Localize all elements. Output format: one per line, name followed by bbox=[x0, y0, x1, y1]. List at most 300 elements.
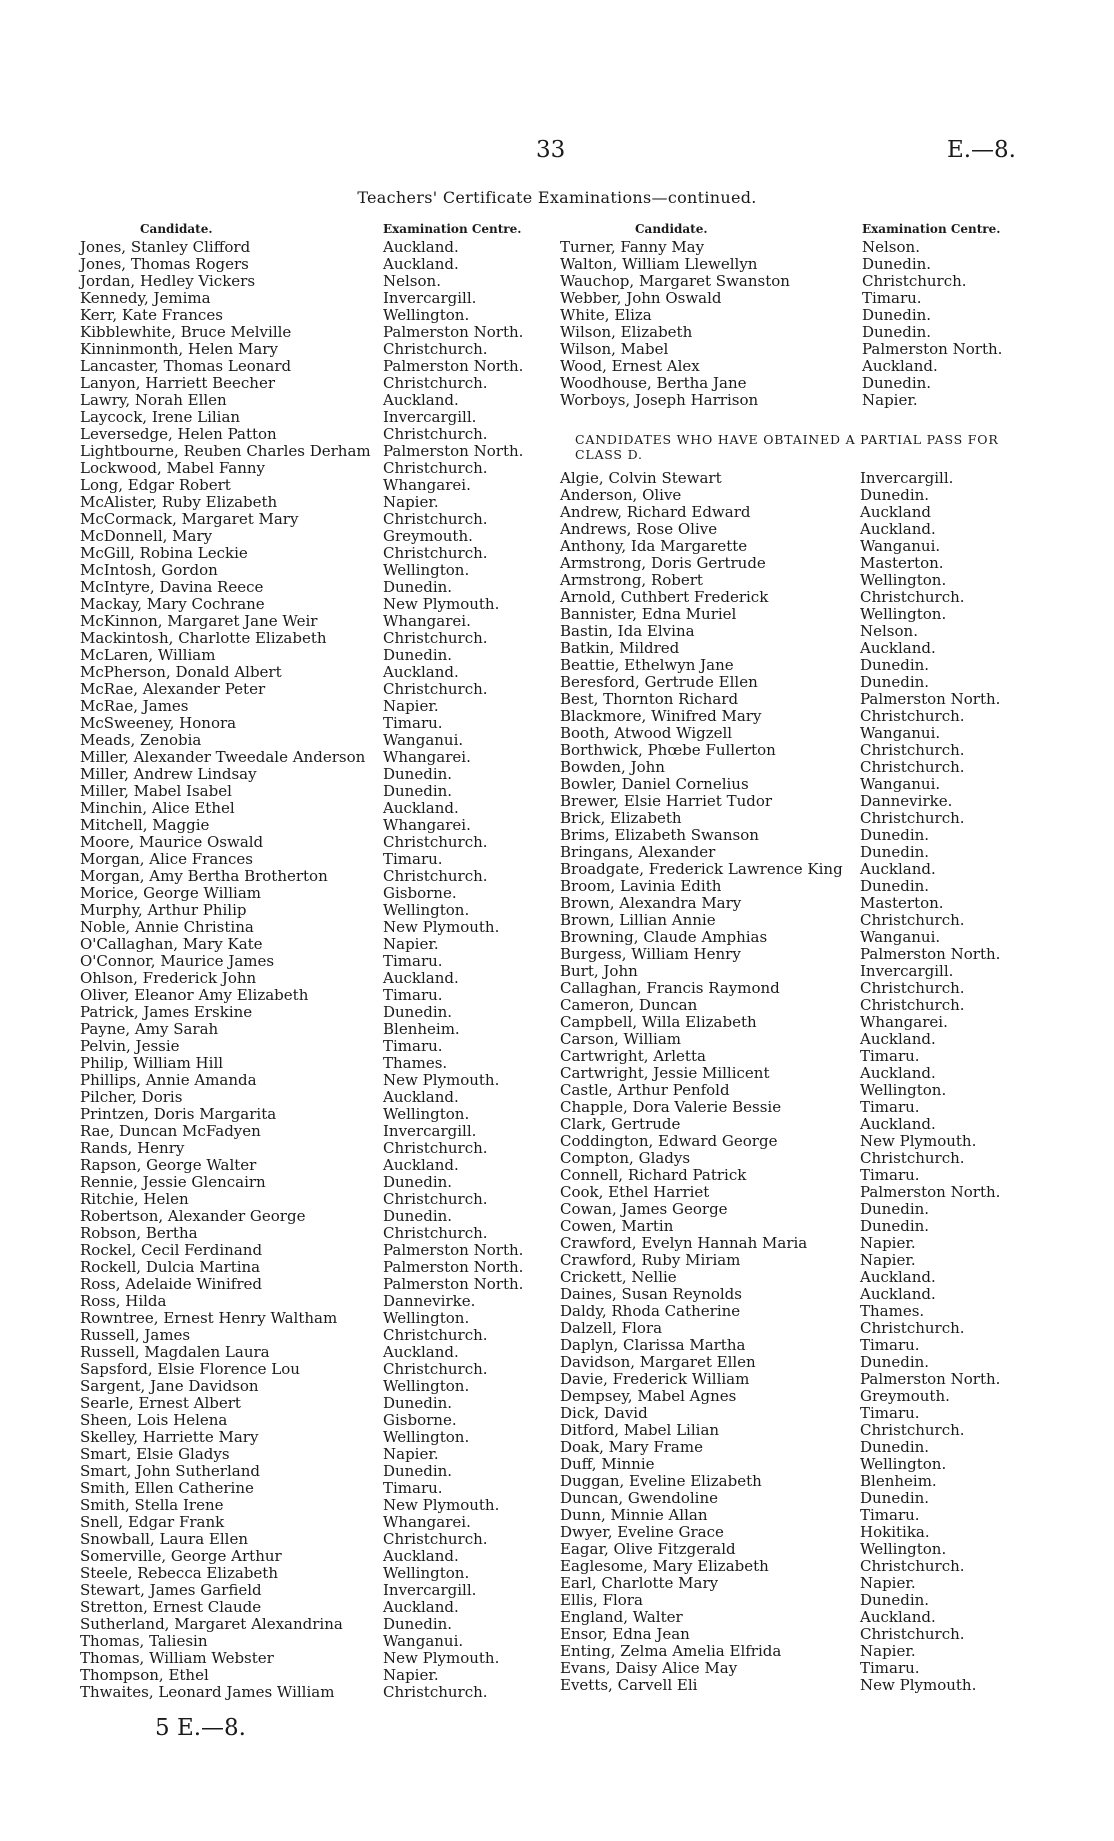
candidate-row bbox=[560, 1014, 1000, 1031]
examination-centre: Wanganui. bbox=[860, 537, 941, 555]
examination-centre: Dunedin. bbox=[383, 646, 453, 664]
examination-centre: Dunedin. bbox=[860, 1489, 930, 1507]
candidate-row bbox=[80, 528, 520, 545]
examination-centre: Auckland. bbox=[860, 860, 936, 878]
candidate-row bbox=[560, 1439, 1000, 1456]
examination-centre: Auckland. bbox=[383, 1547, 459, 1565]
candidate-row bbox=[80, 1275, 524, 1293]
candidate-row bbox=[560, 1082, 1000, 1099]
candidate-name: Skelley, Harriette Mary bbox=[80, 1428, 259, 1446]
candidate-row bbox=[80, 392, 520, 409]
candidate-name: Sargent, Jane Davidson bbox=[80, 1377, 259, 1395]
examination-centre: Palmerston North. bbox=[860, 945, 1001, 963]
examination-centre: Palmerston North. bbox=[383, 1241, 524, 1259]
candidate-row bbox=[560, 861, 1000, 878]
examination-centre: Dunedin. bbox=[860, 1353, 930, 1371]
examination-centre: Masterton. bbox=[860, 894, 944, 912]
candidate-name: Cameron, Duncan bbox=[560, 996, 698, 1014]
candidate-row bbox=[80, 511, 520, 528]
candidate-row bbox=[560, 1609, 1000, 1626]
candidate-name: Burgess, William Henry bbox=[560, 945, 741, 963]
examination-centre: Palmerston North. bbox=[860, 1370, 1001, 1388]
candidate-row bbox=[80, 307, 520, 324]
candidate-row bbox=[80, 1208, 520, 1225]
examination-centre: Christchurch. bbox=[862, 272, 967, 290]
candidate-row bbox=[80, 1004, 520, 1021]
candidate-name: Rowntree, Ernest Henry Waltham bbox=[80, 1309, 338, 1327]
examination-centre: Christchurch. bbox=[383, 510, 488, 528]
candidate-row bbox=[80, 1310, 520, 1327]
examination-centre: Blenheim. bbox=[383, 1020, 460, 1038]
candidate-row bbox=[80, 1225, 520, 1242]
examination-centre: Dunedin. bbox=[383, 1207, 453, 1225]
examination-centre: Christchurch. bbox=[383, 1190, 488, 1208]
candidate-name: Clark, Gertrude bbox=[560, 1115, 681, 1133]
examination-centre: Dunedin. bbox=[862, 255, 932, 273]
candidate-name: Robertson, Alexander George bbox=[80, 1207, 306, 1225]
examination-centre: Wellington. bbox=[383, 901, 470, 919]
examination-centre: Christchurch. bbox=[383, 1224, 488, 1242]
candidate-row bbox=[80, 817, 520, 834]
examination-centre: Dannevirke. bbox=[860, 792, 953, 810]
examination-centre: Wellington. bbox=[383, 1309, 470, 1327]
candidate-row bbox=[560, 963, 1000, 980]
candidate-row bbox=[80, 1446, 520, 1463]
examination-centre: Christchurch. bbox=[383, 1360, 488, 1378]
examination-centre: Wellington. bbox=[383, 1564, 470, 1582]
examination-centre: Timaru. bbox=[860, 1336, 920, 1354]
candidate-name: Coddington, Edward George bbox=[560, 1132, 778, 1150]
examination-centre: Christchurch. bbox=[860, 809, 965, 827]
examination-centre: Auckland. bbox=[860, 1608, 936, 1626]
examination-centre: Timaru. bbox=[860, 1047, 920, 1065]
candidate-name: Kibblewhite, Bruce Melville bbox=[80, 323, 292, 341]
candidate-name: Duff, Minnie bbox=[560, 1455, 655, 1473]
examination-centre: Invercargill. bbox=[383, 1122, 477, 1140]
candidate-row bbox=[560, 487, 1000, 504]
candidate-name: Chapple, Dora Valerie Bessie bbox=[560, 1098, 782, 1116]
candidate-name: Jordan, Hedley Vickers bbox=[80, 272, 256, 290]
candidate-row bbox=[560, 1269, 1000, 1286]
candidate-name: McSweeney, Honora bbox=[80, 714, 237, 732]
candidate-row bbox=[560, 1541, 1000, 1558]
candidate-name: Connell, Richard Patrick bbox=[560, 1166, 747, 1184]
candidate-name: Daplyn, Clarissa Martha bbox=[560, 1336, 746, 1354]
candidate-name: Printzen, Doris Margarita bbox=[80, 1105, 277, 1123]
candidate-name: Kerr, Kate Frances bbox=[80, 306, 223, 324]
candidate-name: Mackintosh, Charlotte Elizabeth bbox=[80, 629, 327, 647]
candidate-row bbox=[80, 1582, 520, 1599]
candidate-row bbox=[560, 793, 1000, 810]
examination-centre: Wanganui. bbox=[860, 775, 941, 793]
partial-pass-heading: CANDIDATES WHO HAVE OBTAINED A PARTIAL PASS FOR CLASS D. bbox=[575, 432, 999, 462]
examination-centre: Christchurch. bbox=[383, 425, 488, 443]
candidate-row bbox=[560, 358, 1000, 375]
examination-centre: Timaru. bbox=[860, 1506, 920, 1524]
examination-centre: Wellington. bbox=[383, 1428, 470, 1446]
examination-centre: Wellington. bbox=[383, 561, 470, 579]
candidate-row bbox=[80, 1684, 520, 1701]
candidate-row bbox=[560, 1677, 1000, 1694]
candidate-name: Eagar, Olive Fitzgerald bbox=[560, 1540, 736, 1558]
candidate-name: Thomas, Taliesin bbox=[80, 1632, 208, 1650]
candidate-row bbox=[80, 1463, 520, 1480]
candidate-name: Dwyer, Eveline Grace bbox=[560, 1523, 724, 1541]
examination-centre: Christchurch. bbox=[383, 340, 488, 358]
candidate-name: Steele, Rebecca Elizabeth bbox=[80, 1564, 278, 1582]
examination-centre: Gisborne. bbox=[383, 884, 457, 902]
candidate-name: Best, Thornton Richard bbox=[560, 690, 739, 708]
examination-centre: Wanganui. bbox=[860, 928, 941, 946]
candidate-name: Turner, Fanny May bbox=[560, 238, 705, 256]
examination-centre: Auckland. bbox=[860, 1285, 936, 1303]
candidate-row bbox=[80, 239, 520, 256]
examination-centre: Masterton. bbox=[860, 554, 944, 572]
candidate-name: Laycock, Irene Lilian bbox=[80, 408, 241, 426]
candidate-row bbox=[80, 375, 520, 392]
candidate-name: McGill, Robina Leckie bbox=[80, 544, 248, 562]
candidate-row bbox=[80, 1191, 520, 1208]
examination-centre: Christchurch. bbox=[383, 833, 488, 851]
examination-centre: Greymouth. bbox=[383, 527, 473, 545]
candidate-name: Morgan, Amy Bertha Brotherton bbox=[80, 867, 328, 885]
examination-centre: Invercargill. bbox=[860, 962, 954, 980]
examination-centre: Christchurch. bbox=[383, 1139, 488, 1157]
candidate-name: Castle, Arthur Penfold bbox=[560, 1081, 730, 1099]
candidate-row bbox=[80, 1021, 520, 1038]
examination-centre: Auckland. bbox=[860, 1030, 936, 1048]
candidate-row bbox=[560, 538, 1000, 555]
examination-centre: Palmerston North. bbox=[383, 1258, 524, 1276]
examination-centre: Timaru. bbox=[860, 1166, 920, 1184]
examination-centre: Whangarei. bbox=[383, 476, 471, 494]
candidate-name: Anderson, Olive bbox=[560, 486, 682, 504]
candidate-name: Mitchell, Maggie bbox=[80, 816, 210, 834]
examination-centre: Christchurch. bbox=[383, 1326, 488, 1344]
examination-centre: Palmerston North. bbox=[383, 1275, 524, 1293]
candidate-name: McLaren, William bbox=[80, 646, 216, 664]
examination-centre: Auckland bbox=[860, 503, 931, 521]
candidate-name: Crawford, Evelyn Hannah Maria bbox=[560, 1234, 808, 1252]
candidate-name: Stewart, James Garfield bbox=[80, 1581, 262, 1599]
document-reference: E.—8. bbox=[946, 137, 1016, 163]
candidate-name: Campbell, Willa Elizabeth bbox=[560, 1013, 757, 1031]
candidate-row bbox=[560, 290, 1000, 307]
candidate-row bbox=[560, 997, 1000, 1014]
candidate-name: Batkin, Mildred bbox=[560, 639, 680, 657]
candidate-name: Payne, Amy Sarah bbox=[80, 1020, 219, 1038]
candidate-row bbox=[80, 1667, 520, 1684]
examination-centre: Napier. bbox=[860, 1251, 916, 1269]
candidate-row bbox=[560, 324, 1000, 341]
candidate-name: Wilson, Elizabeth bbox=[560, 323, 693, 341]
candidate-name: Dick, David bbox=[560, 1404, 648, 1422]
candidate-name: Evetts, Carvell Eli bbox=[560, 1676, 698, 1694]
examination-centre: Dunedin. bbox=[860, 673, 930, 691]
candidate-row bbox=[560, 1218, 1000, 1235]
candidate-row bbox=[80, 732, 520, 749]
candidate-row bbox=[80, 749, 520, 766]
candidate-name: Bowler, Daniel Cornelius bbox=[560, 775, 749, 793]
candidate-row bbox=[560, 1252, 1000, 1269]
candidate-name: Eaglesome, Mary Elizabeth bbox=[560, 1557, 769, 1575]
candidate-name: Lightbourne, Reuben Charles Derham bbox=[80, 442, 371, 460]
candidate-row bbox=[560, 239, 1000, 256]
examination-centre: Wellington. bbox=[860, 1455, 947, 1473]
candidate-row bbox=[80, 902, 520, 919]
examination-centre: Timaru. bbox=[383, 1037, 443, 1055]
examination-centre: Wellington. bbox=[860, 605, 947, 623]
candidate-row bbox=[80, 1157, 520, 1174]
candidate-row bbox=[560, 1660, 1000, 1677]
candidate-name: Borthwick, Phœbe Fullerton bbox=[560, 741, 776, 759]
candidate-name: Browning, Claude Amphias bbox=[560, 928, 768, 946]
examination-centre: Whangarei. bbox=[383, 748, 471, 766]
candidate-name: Robson, Bertha bbox=[80, 1224, 198, 1242]
examination-centre: Christchurch. bbox=[860, 707, 965, 725]
examination-centre: New Plymouth. bbox=[383, 1496, 500, 1514]
candidate-row bbox=[560, 1303, 1000, 1320]
candidate-row bbox=[560, 256, 1000, 273]
candidate-row bbox=[80, 1616, 520, 1633]
candidate-name: Dalzell, Flora bbox=[560, 1319, 663, 1337]
candidate-row bbox=[80, 868, 520, 885]
candidate-row bbox=[80, 1327, 520, 1344]
candidate-name: Russell, James bbox=[80, 1326, 191, 1344]
candidate-row bbox=[80, 341, 520, 358]
examination-centre: New Plymouth. bbox=[860, 1676, 977, 1694]
examination-centre: Timaru. bbox=[383, 952, 443, 970]
candidate-name: Oliver, Eleanor Amy Elizabeth bbox=[80, 986, 309, 1004]
examination-centre: Nelson. bbox=[860, 622, 918, 640]
candidate-row bbox=[560, 623, 1000, 640]
examination-centre: Napier. bbox=[383, 935, 439, 953]
candidate-name: Stretton, Ernest Claude bbox=[80, 1598, 262, 1616]
examination-centre: Palmerston North. bbox=[383, 442, 524, 460]
examination-centre: Auckland. bbox=[383, 1156, 459, 1174]
examination-centre: Christchurch. bbox=[860, 1149, 965, 1167]
examination-centre: Hokitika. bbox=[860, 1523, 930, 1541]
candidate-name: Smart, John Sutherland bbox=[80, 1462, 260, 1480]
candidate-row bbox=[80, 1055, 520, 1072]
examination-centre: Invercargill. bbox=[383, 1581, 477, 1599]
candidate-row bbox=[560, 1456, 1000, 1473]
candidate-row bbox=[560, 1235, 1000, 1252]
candidate-name: McKinnon, Margaret Jane Weir bbox=[80, 612, 318, 630]
candidate-row bbox=[80, 766, 520, 783]
examination-centre: Christchurch. bbox=[860, 1421, 965, 1439]
candidate-name: Sheen, Lois Helena bbox=[80, 1411, 228, 1429]
examination-centre: Timaru. bbox=[862, 289, 922, 307]
candidate-row bbox=[560, 572, 1000, 589]
candidate-row bbox=[560, 742, 1000, 759]
candidate-name: Cowan, James George bbox=[560, 1200, 728, 1218]
candidate-row bbox=[560, 1133, 1000, 1150]
candidate-row bbox=[560, 878, 1000, 895]
candidate-row bbox=[560, 657, 1000, 674]
candidate-name: Bowden, John bbox=[560, 758, 665, 776]
candidate-name: Minchin, Alice Ethel bbox=[80, 799, 235, 817]
left-centre-header: Examination Centre. bbox=[383, 222, 522, 236]
candidate-row bbox=[80, 256, 520, 273]
candidate-name: Crawford, Ruby Miriam bbox=[560, 1251, 741, 1269]
candidate-row bbox=[560, 1099, 1000, 1116]
examination-centre: Timaru. bbox=[383, 850, 443, 868]
candidate-name: Wauchop, Margaret Swanston bbox=[560, 272, 790, 290]
candidate-name: Bringans, Alexander bbox=[560, 843, 716, 861]
examination-centre: Christchurch. bbox=[383, 1683, 488, 1701]
candidate-name: Patrick, James Erskine bbox=[80, 1003, 253, 1021]
candidate-row bbox=[80, 494, 520, 511]
candidate-name: Smith, Stella Irene bbox=[80, 1496, 224, 1514]
examination-centre: Dunedin. bbox=[860, 656, 930, 674]
candidate-name: Bannister, Edna Muriel bbox=[560, 605, 737, 623]
examination-centre: Whangarei. bbox=[383, 612, 471, 630]
candidate-name: Morgan, Alice Frances bbox=[80, 850, 253, 868]
candidate-row bbox=[560, 895, 1000, 912]
candidate-row bbox=[80, 1123, 520, 1140]
examination-centre: Palmerston North. bbox=[383, 357, 524, 375]
candidate-name: Callaghan, Francis Raymond bbox=[560, 979, 780, 997]
examination-centre: Timaru. bbox=[860, 1098, 920, 1116]
candidate-row bbox=[560, 691, 1000, 708]
examination-centre: Napier. bbox=[862, 391, 918, 409]
candidate-name: Miller, Mabel Isabel bbox=[80, 782, 232, 800]
candidate-row bbox=[80, 1548, 520, 1565]
candidate-name: Snell, Edgar Frank bbox=[80, 1513, 225, 1531]
candidate-row bbox=[80, 1361, 520, 1378]
candidate-row bbox=[80, 800, 520, 817]
candidate-name: O'Callaghan, Mary Kate bbox=[80, 935, 263, 953]
examination-centre: Invercargill. bbox=[383, 408, 477, 426]
candidate-name: Brick, Elizabeth bbox=[560, 809, 682, 827]
candidate-name: Ross, Hilda bbox=[80, 1292, 167, 1310]
examination-centre: Auckland. bbox=[383, 238, 459, 256]
candidate-name: Miller, Alexander Tweedale Anderson bbox=[80, 748, 366, 766]
candidate-row bbox=[560, 392, 1000, 409]
candidate-row bbox=[560, 776, 1000, 793]
examination-centre: Thames. bbox=[860, 1302, 925, 1320]
examination-centre: Auckland. bbox=[860, 1064, 936, 1082]
examination-centre: Dunedin. bbox=[860, 826, 930, 844]
candidate-row bbox=[560, 1388, 1000, 1405]
candidate-row bbox=[80, 1412, 520, 1429]
examination-centre: Timaru. bbox=[383, 986, 443, 1004]
candidate-name: Jones, Stanley Clifford bbox=[80, 238, 251, 256]
candidate-row bbox=[80, 953, 520, 970]
candidate-row bbox=[560, 759, 1000, 776]
examination-centre: Wellington. bbox=[860, 1081, 947, 1099]
candidate-name: Ensor, Edna Jean bbox=[560, 1625, 690, 1643]
candidate-row bbox=[560, 307, 1000, 324]
candidate-row bbox=[560, 1286, 1000, 1303]
candidate-row bbox=[560, 946, 1000, 963]
candidate-row bbox=[560, 1065, 1000, 1082]
examination-centre: Auckland. bbox=[860, 1115, 936, 1133]
candidate-name: Enting, Zelma Amelia Elfrida bbox=[560, 1642, 782, 1660]
candidate-name: Moore, Maurice Oswald bbox=[80, 833, 264, 851]
examination-centre: Timaru. bbox=[860, 1404, 920, 1422]
candidate-name: Russell, Magdalen Laura bbox=[80, 1343, 270, 1361]
candidate-name: Rae, Duncan McFadyen bbox=[80, 1122, 261, 1140]
examination-centre: Napier. bbox=[383, 493, 439, 511]
candidate-name: Meads, Zenobia bbox=[80, 731, 202, 749]
examination-centre: Christchurch. bbox=[860, 1625, 965, 1643]
examination-centre: Auckland. bbox=[383, 255, 459, 273]
candidate-name: Burt, John bbox=[560, 962, 638, 980]
candidate-row bbox=[80, 936, 520, 953]
candidate-name: Thomas, William Webster bbox=[80, 1649, 274, 1667]
candidate-row bbox=[80, 885, 520, 902]
candidate-name: Duncan, Gwendoline bbox=[560, 1489, 719, 1507]
candidate-name: Beresford, Gertrude Ellen bbox=[560, 673, 758, 691]
examination-centre: Palmerston North. bbox=[860, 1183, 1001, 1201]
candidate-name: McIntosh, Gordon bbox=[80, 561, 218, 579]
candidate-name: Bastin, Ida Elvina bbox=[560, 622, 695, 640]
candidate-row bbox=[80, 442, 524, 460]
candidate-name: Lanyon, Harriett Beecher bbox=[80, 374, 276, 392]
candidate-name: Kennedy, Jemima bbox=[80, 289, 211, 307]
examination-centre: Wellington. bbox=[383, 1105, 470, 1123]
right-candidate-header: Candidate. bbox=[635, 222, 708, 236]
candidate-row bbox=[80, 426, 520, 443]
examination-centre: Christchurch. bbox=[383, 867, 488, 885]
examination-centre: Wanganui. bbox=[383, 1632, 464, 1650]
candidate-name: Cowen, Martin bbox=[560, 1217, 674, 1235]
candidate-row bbox=[80, 851, 520, 868]
candidate-name: Davidson, Margaret Ellen bbox=[560, 1353, 756, 1371]
examination-centre: Auckland. bbox=[860, 520, 936, 538]
examination-centre: Christchurch. bbox=[383, 680, 488, 698]
candidate-name: Ritchie, Helen bbox=[80, 1190, 189, 1208]
candidate-name: Ellis, Flora bbox=[560, 1591, 643, 1609]
candidate-name: Worboys, Joseph Harrison bbox=[560, 391, 759, 409]
candidate-row bbox=[560, 844, 1000, 861]
candidate-name: Davie, Frederick William bbox=[560, 1370, 750, 1388]
examination-centre: Dunedin. bbox=[862, 374, 932, 392]
examination-centre: Christchurch. bbox=[383, 1530, 488, 1548]
candidate-row bbox=[80, 1258, 524, 1276]
candidate-name: Sutherland, Margaret Alexandrina bbox=[80, 1615, 343, 1633]
candidate-row bbox=[80, 1106, 520, 1123]
candidate-name: Anthony, Ida Margarette bbox=[560, 537, 748, 555]
candidate-name: Webber, John Oswald bbox=[560, 289, 722, 307]
candidate-row bbox=[80, 1395, 520, 1412]
partial-pass-list bbox=[560, 470, 1000, 1694]
examination-centre: Whangarei. bbox=[383, 1513, 471, 1531]
candidate-row bbox=[560, 1558, 1000, 1575]
candidate-row bbox=[560, 708, 1000, 725]
candidate-row bbox=[80, 579, 520, 596]
candidate-row bbox=[80, 715, 520, 732]
examination-centre: Whangarei. bbox=[383, 816, 471, 834]
candidate-row bbox=[80, 1650, 520, 1667]
examination-centre: Christchurch. bbox=[383, 629, 488, 647]
candidate-row bbox=[80, 1140, 520, 1157]
candidate-row bbox=[80, 783, 520, 800]
candidate-name: McRae, Alexander Peter bbox=[80, 680, 266, 698]
candidate-row bbox=[80, 273, 520, 290]
candidate-name: Armstrong, Doris Gertrude bbox=[560, 554, 766, 572]
candidate-name: Walton, William Llewellyn bbox=[560, 255, 758, 273]
candidate-name: Brown, Lillian Annie bbox=[560, 911, 716, 929]
candidate-row bbox=[560, 470, 1000, 487]
candidate-row bbox=[80, 477, 520, 494]
candidate-name: Cook, Ethel Harriet bbox=[560, 1183, 710, 1201]
candidate-name: Rennie, Jessie Glencairn bbox=[80, 1173, 266, 1191]
page-title: Teachers' Certificate Examinations—continued. bbox=[357, 188, 757, 207]
candidate-row bbox=[80, 681, 520, 698]
